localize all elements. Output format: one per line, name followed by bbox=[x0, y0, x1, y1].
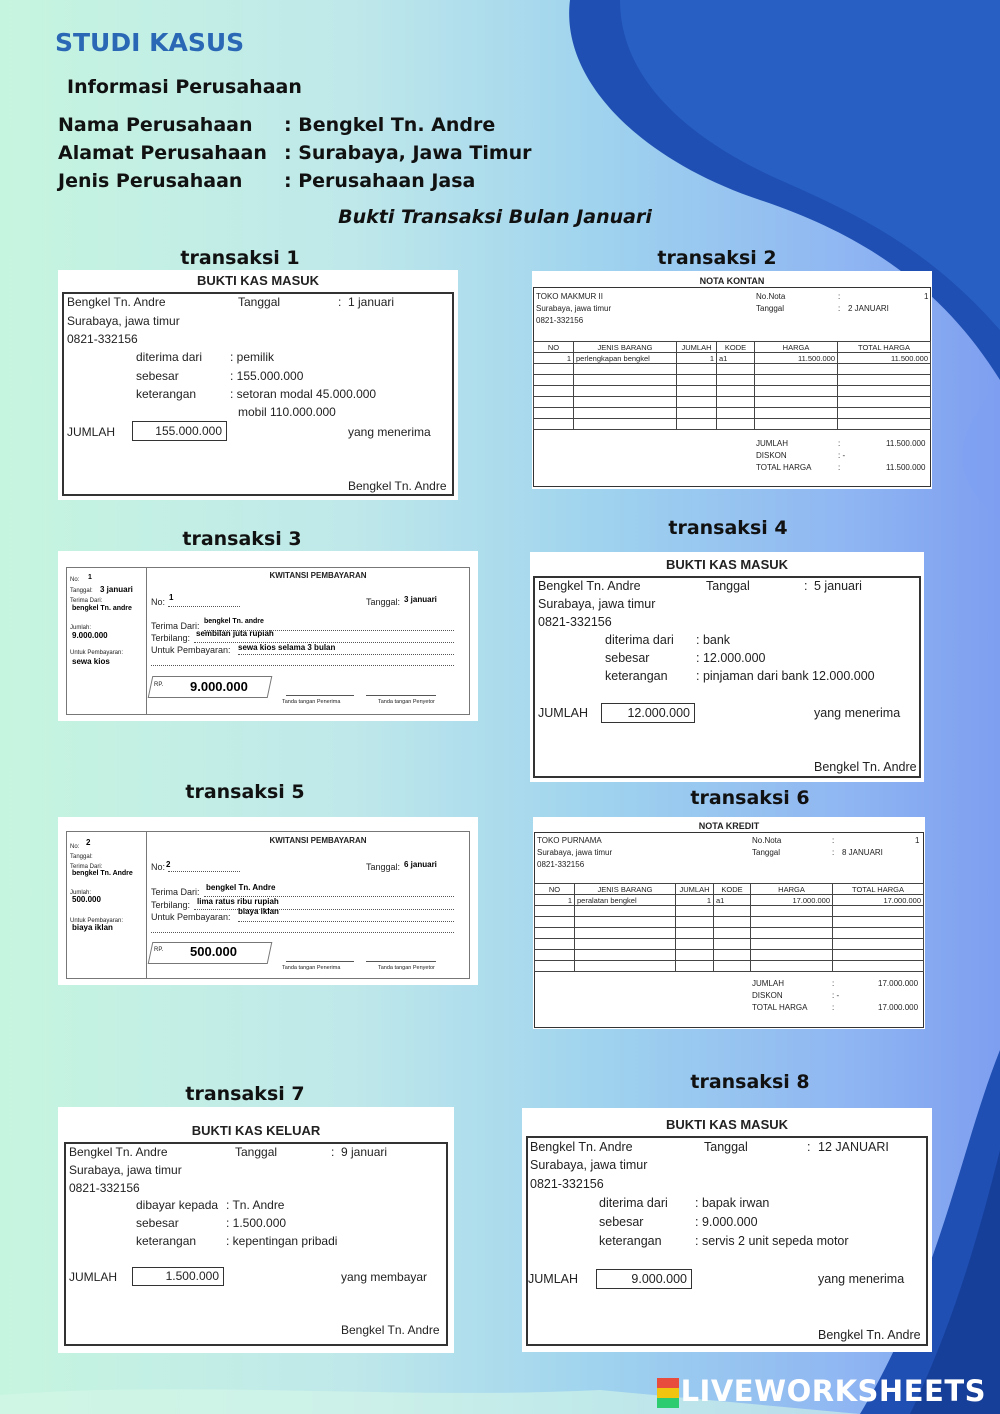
purpose-value: biaya iklan bbox=[238, 907, 279, 916]
purpose-label: Untuk Pembayaran: bbox=[151, 645, 231, 655]
receiver-label: yang menerima bbox=[348, 425, 431, 439]
store-city: Surabaya, jawa timur bbox=[536, 304, 612, 313]
label-transaksi-4: transaksi 4 bbox=[668, 517, 788, 539]
stub-date-value: 3 januari bbox=[100, 585, 133, 594]
date-label: Tanggal: bbox=[366, 862, 401, 872]
date-value: 9 januari bbox=[341, 1145, 388, 1159]
words-value: lima ratus ribu rupiah bbox=[197, 897, 279, 906]
label-transaksi-1: transaksi 1 bbox=[180, 247, 300, 269]
sign-payer-label: Tanda tangan Penyetor bbox=[378, 965, 435, 971]
label-transaksi-6: transaksi 6 bbox=[690, 787, 810, 809]
bukti-title: Bukti Transaksi Bulan Januari bbox=[338, 206, 652, 228]
receipt-title: BUKTI KAS MASUK bbox=[665, 1117, 789, 1132]
kwitansi-transaksi-3 bbox=[58, 551, 478, 721]
city-text: Surabaya, jawa timur bbox=[530, 1158, 648, 1172]
nota-date-label: Tanggal bbox=[752, 848, 781, 857]
city-text: Surabaya, jawa timur bbox=[69, 1163, 182, 1177]
kwitansi-title: KWITANSI PEMBAYARAN bbox=[269, 836, 367, 845]
sum-colon: : bbox=[832, 979, 835, 988]
no-label: No: bbox=[151, 862, 166, 872]
nota-no-value: 1 bbox=[915, 836, 920, 845]
from-label: Terima Dari: bbox=[151, 621, 200, 631]
date-value: 5 januari bbox=[814, 579, 862, 593]
label-transaksi-7: transaksi 7 bbox=[185, 1083, 305, 1105]
from-label: Terima Dari: bbox=[151, 887, 200, 897]
city-text: Surabaya, jawa timur bbox=[538, 597, 656, 611]
nota-no-value: 1 bbox=[924, 292, 929, 301]
liveworksheets-logo bbox=[657, 1374, 986, 1408]
page-title: STUDI KASUS bbox=[55, 28, 245, 57]
stub-from-value: bengkel Tn. andre bbox=[72, 605, 132, 612]
to-label: dibayar kepada bbox=[136, 1198, 219, 1212]
company-address-label: Alamat Perusahaan bbox=[58, 142, 267, 164]
note-label: keterangan bbox=[599, 1234, 662, 1248]
date-label: Tanggal bbox=[235, 1145, 278, 1159]
logo-text: LIVEWORKSHEETS bbox=[680, 1374, 986, 1408]
nota-date-colon: : bbox=[838, 304, 841, 313]
receipt-transaksi-1 bbox=[58, 270, 458, 500]
city-text: Surabaya, jawa timur bbox=[67, 314, 180, 328]
table-row bbox=[534, 408, 931, 419]
note-value: : kepentingan pribadi bbox=[226, 1234, 338, 1248]
sign-receiver-label: Tanda tangan Penerima bbox=[282, 699, 341, 705]
table-row: 1 perlengkapan bengkel 1 a1 11.500.000 11.500.000 bbox=[534, 353, 931, 364]
stub-amount-value: 9.000.000 bbox=[72, 631, 108, 640]
discount-value: : - bbox=[832, 991, 840, 1000]
date-label: Tanggal bbox=[704, 1140, 748, 1154]
amount-value: : 12.000.000 bbox=[696, 651, 766, 665]
nota-no-colon: : bbox=[838, 292, 841, 301]
no-value: 1 bbox=[169, 593, 174, 602]
grand-total-colon: : bbox=[838, 463, 841, 472]
company-type-label: Jenis Perusahaan bbox=[58, 170, 243, 192]
amount-label: sebesar bbox=[136, 369, 179, 383]
sum-value: 17.000.000 bbox=[878, 979, 919, 988]
table-row bbox=[534, 386, 931, 397]
discount-value: : - bbox=[838, 451, 846, 460]
items-table bbox=[533, 341, 931, 430]
stub-date-label: Tanggal: bbox=[70, 854, 93, 860]
receiver-label: yang menerima bbox=[818, 1272, 905, 1286]
company-name-row bbox=[58, 114, 495, 136]
stub-no-label: No: bbox=[70, 577, 80, 583]
date-value: 12 JANUARI bbox=[818, 1140, 889, 1154]
stub-purpose-label: Untuk Pembayaran: bbox=[70, 650, 124, 656]
stub-date-label: Tanggal: bbox=[70, 588, 93, 594]
total-label: JUMLAH bbox=[67, 425, 116, 439]
stub-from-label: Terima Dari: bbox=[70, 598, 103, 604]
stub-purpose-label: Untuk Pembayaran: bbox=[70, 918, 124, 924]
stub-no-value: 2 bbox=[86, 838, 91, 847]
items-table bbox=[534, 883, 924, 972]
amount-value: : 155.000.000 bbox=[230, 369, 304, 383]
nota-date-colon: : bbox=[832, 848, 835, 857]
total-label: JUMLAH bbox=[538, 706, 589, 720]
company-address-value: : Surabaya, Jawa Timur bbox=[284, 142, 532, 164]
amount-value: : 1.500.000 bbox=[226, 1216, 287, 1230]
grand-total-value: 17.000.000 bbox=[878, 1003, 919, 1012]
stub-purpose-value: biaya iklan bbox=[72, 923, 113, 932]
table-row bbox=[535, 961, 924, 972]
date-label: Tanggal bbox=[706, 579, 750, 593]
company-type-value: : Perusahaan Jasa bbox=[284, 170, 476, 192]
total-label: JUMLAH bbox=[528, 1272, 579, 1286]
rp-label: RP. bbox=[154, 682, 164, 688]
total-box: 9.000.000 bbox=[596, 1269, 692, 1289]
date-value: 3 januari bbox=[404, 595, 437, 604]
from-value: bengkel Tn. andre bbox=[204, 618, 264, 625]
kwitansi-transaksi-5 bbox=[58, 817, 478, 985]
no-label: No: bbox=[151, 597, 166, 607]
from-value: : bank bbox=[696, 633, 731, 647]
table-row bbox=[534, 419, 931, 430]
invoice-transaksi-6 bbox=[533, 817, 925, 1029]
rp-label: RP. bbox=[154, 947, 164, 953]
table-row bbox=[535, 928, 924, 939]
stub-no-value: 1 bbox=[88, 574, 92, 581]
grand-total-label: TOTAL HARGA bbox=[752, 1003, 808, 1012]
table-row bbox=[534, 364, 931, 375]
rp-amount: 500.000 bbox=[190, 944, 237, 959]
note-value: : pinjaman dari bank 12.000.000 bbox=[696, 669, 875, 683]
company-type-row bbox=[58, 170, 475, 192]
phone-text: 0821-332156 bbox=[530, 1177, 604, 1191]
stub-purpose-value: sewa kios bbox=[72, 657, 110, 666]
no-value: 2 bbox=[166, 860, 171, 869]
total-box: 12.000.000 bbox=[601, 703, 695, 723]
amount-label: sebesar bbox=[605, 651, 650, 665]
receipt-title: BUKTI KAS KELUAR bbox=[191, 1123, 321, 1138]
stub-from-label: Terima Dari: bbox=[70, 864, 103, 870]
sign-payer-label: Tanda tangan Penyetor bbox=[378, 699, 435, 705]
from-value: : bapak irwan bbox=[695, 1196, 770, 1210]
receiver-label: yang menerima bbox=[814, 706, 901, 720]
label-transaksi-2: transaksi 2 bbox=[657, 247, 777, 269]
grand-total-label: TOTAL HARGA bbox=[756, 463, 812, 472]
invoice-title: NOTA KREDIT bbox=[698, 821, 760, 831]
signer-text: Bengkel Tn. Andre bbox=[814, 760, 917, 774]
stub-amount-value: 500.000 bbox=[72, 895, 101, 904]
purpose-value: sewa kios selama 3 bulan bbox=[238, 643, 336, 652]
total-box: 1.500.000 bbox=[132, 1267, 224, 1286]
receipt-transaksi-8 bbox=[522, 1108, 932, 1352]
date-colon: : bbox=[804, 579, 808, 593]
store-phone: 0821-332156 bbox=[536, 316, 584, 325]
date-value: 6 januari bbox=[404, 860, 437, 869]
note-value-1: : setoran modal 45.000.000 bbox=[230, 387, 377, 401]
table-row bbox=[535, 906, 924, 917]
table-row bbox=[534, 397, 931, 408]
table-row: 1 peralatan bengkel 1 a1 17.000.000 17.000.000 bbox=[535, 895, 924, 906]
label-transaksi-3: transaksi 3 bbox=[182, 528, 302, 550]
table-row bbox=[535, 917, 924, 928]
sign-receiver-label: Tanda tangan Penerima bbox=[282, 965, 341, 971]
discount-label: DISKON bbox=[756, 451, 787, 460]
rp-amount: 9.000.000 bbox=[190, 679, 248, 694]
amount-value: : 9.000.000 bbox=[695, 1215, 758, 1229]
to-value: : Tn. Andre bbox=[226, 1198, 285, 1212]
from-value: bengkel Tn. Andre bbox=[206, 883, 276, 892]
nota-date-value: 2 JANUARI bbox=[848, 304, 889, 313]
invoice-title: NOTA KONTAN bbox=[699, 276, 765, 286]
live-logo-icon bbox=[657, 1378, 679, 1408]
sum-label: JUMLAH bbox=[752, 979, 785, 988]
date-value: 1 januari bbox=[348, 295, 395, 309]
store-phone: 0821-332156 bbox=[537, 860, 585, 869]
phone-text: 0821-332156 bbox=[69, 1181, 140, 1195]
words-label: Terbilang: bbox=[151, 633, 191, 643]
company-name-label: Nama Perusahaan bbox=[58, 114, 253, 136]
store-city: Surabaya, jawa timur bbox=[537, 848, 613, 857]
table-row bbox=[535, 950, 924, 961]
phone-text: 0821-332156 bbox=[538, 615, 612, 629]
label-transaksi-8: transaksi 8 bbox=[690, 1071, 810, 1093]
total-label: JUMLAH bbox=[69, 1270, 118, 1284]
company-text: Bengkel Tn. Andre bbox=[67, 295, 166, 309]
receipt-transaksi-7 bbox=[58, 1107, 454, 1353]
note-label: keterangan bbox=[136, 387, 197, 401]
date-label: Tanggal bbox=[238, 295, 281, 309]
from-label: diterima dari bbox=[599, 1196, 668, 1210]
note-label: keterangan bbox=[605, 669, 668, 683]
purpose-label: Untuk Pembayaran: bbox=[151, 912, 231, 922]
receipt-title: BUKTI KAS MASUK bbox=[196, 273, 320, 288]
store-name: TOKO MAKMUR II bbox=[536, 292, 603, 301]
discount-label: DISKON bbox=[752, 991, 783, 1000]
signer-text: Bengkel Tn. Andre bbox=[348, 479, 447, 493]
amount-label: sebesar bbox=[136, 1216, 179, 1230]
stub-no-label: No: bbox=[70, 844, 80, 850]
company-text: Bengkel Tn. Andre bbox=[538, 579, 641, 593]
sum-value: 11.500.000 bbox=[886, 439, 926, 448]
grand-total-value: 11.500.000 bbox=[886, 463, 926, 472]
from-label: diterima dari bbox=[605, 633, 674, 647]
signer-text: Bengkel Tn. Andre bbox=[818, 1328, 921, 1342]
kwitansi-title: KWITANSI PEMBAYARAN bbox=[269, 571, 367, 580]
company-name-value: : Bengkel Tn. Andre bbox=[284, 114, 496, 136]
stub-amount-label: Jumlah: bbox=[70, 890, 92, 896]
receipt-title: BUKTI KAS MASUK bbox=[665, 557, 789, 572]
total-box: 155.000.000 bbox=[132, 421, 227, 441]
stub-from-value: bengkel Tn. Andre bbox=[72, 870, 133, 877]
note-value: : servis 2 unit sepeda motor bbox=[695, 1234, 849, 1248]
payer-label: yang membayar bbox=[341, 1270, 428, 1284]
nota-no-label: No.Nota bbox=[756, 292, 786, 301]
words-value: sembilan juta rupiah bbox=[196, 629, 274, 638]
date-colon: : bbox=[331, 1145, 335, 1159]
from-label: diterima dari bbox=[136, 350, 203, 364]
nota-no-label: No.Nota bbox=[752, 836, 782, 845]
words-label: Terbilang: bbox=[151, 900, 191, 910]
company-text: Bengkel Tn. Andre bbox=[530, 1140, 633, 1154]
label-transaksi-5: transaksi 5 bbox=[185, 781, 305, 803]
nota-no-colon: : bbox=[832, 836, 835, 845]
sum-label: JUMLAH bbox=[756, 439, 789, 448]
sum-colon: : bbox=[838, 439, 841, 448]
note-label: keterangan bbox=[136, 1234, 197, 1248]
nota-date-label: Tanggal bbox=[756, 304, 785, 313]
table-header-row: NO JENIS BARANG JUMLAH KODE HARGA TOTAL HARGA bbox=[534, 342, 931, 353]
note-value-2: mobil 110.000.000 bbox=[238, 405, 336, 419]
company-address-row bbox=[58, 142, 532, 164]
table-header-row: NO JENIS BARANG JUMLAH KODE HARGA TOTAL HARGA bbox=[535, 884, 924, 895]
invoice-transaksi-2 bbox=[532, 271, 932, 489]
from-value: : pemilik bbox=[230, 350, 275, 364]
store-name: TOKO PURNAMA bbox=[537, 836, 602, 845]
date-label: Tanggal: bbox=[366, 597, 401, 607]
amount-label: sebesar bbox=[599, 1215, 644, 1229]
table-row bbox=[534, 375, 931, 386]
signer-text: Bengkel Tn. Andre bbox=[341, 1323, 440, 1337]
table-row bbox=[535, 939, 924, 950]
receipt-transaksi-4 bbox=[530, 552, 924, 782]
date-colon: : bbox=[338, 295, 342, 309]
company-text: Bengkel Tn. Andre bbox=[69, 1145, 168, 1159]
phone-text: 0821-332156 bbox=[67, 332, 138, 346]
nota-date-value: 8 JANUARI bbox=[842, 848, 883, 857]
date-colon: : bbox=[807, 1140, 811, 1154]
stub-amount-label: Jumlah: bbox=[70, 625, 92, 631]
info-heading: Informasi Perusahaan bbox=[67, 76, 302, 98]
grand-total-colon: : bbox=[832, 1003, 835, 1012]
